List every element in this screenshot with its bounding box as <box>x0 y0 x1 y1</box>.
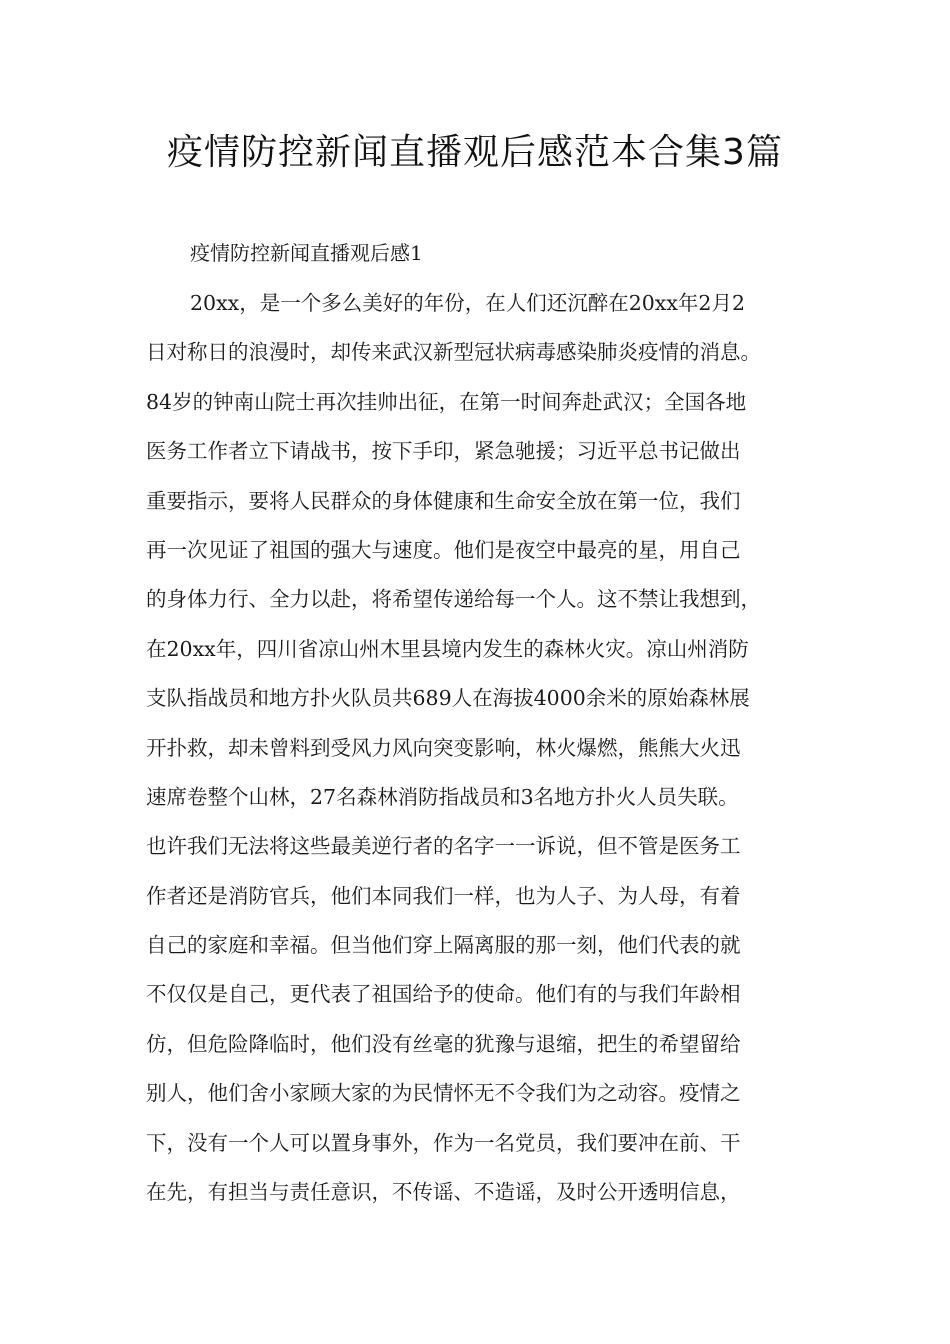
body-line: 的身体力行、全力以赴，将希望传递给每一个人。这不禁让我想到， <box>146 587 761 612</box>
body-line: 重要指示，要将人民群众的身体健康和生命安全放在第一位，我们 <box>146 488 741 513</box>
body-line: 医务工作者立下请战书，按下手印，紧急驰援；习近平总书记做出 <box>146 439 741 464</box>
body-line: 在20xx年，四川省凉山州木里县境内发生的森林火灾。凉山州消防 <box>146 636 749 661</box>
body-line: 作者还是消防官兵，他们本同我们一样，也为人子、为人母，有着 <box>146 883 741 908</box>
document-title: 疫情防控新闻直播观后感范本合集3篇 <box>167 132 783 173</box>
body-line: 别人，他们舍小家顾大家的为民情怀无不令我们为之动容。疫情之 <box>146 1081 741 1106</box>
body-line: 也许我们无法将这些最美逆行者的名字一一诉说，但不管是医务工 <box>146 834 741 859</box>
section-heading: 疫情防控新闻直播观后感1 <box>190 241 423 265</box>
body-line: 84岁的钟南山院士再次挂帅出征，在第一时间奔赴武汉；全国各地 <box>146 389 747 414</box>
body-line: 自己的家庭和幸福。但当他们穿上隔离服的那一刻，他们代表的就 <box>146 933 741 958</box>
body-text <box>146 286 826 1224</box>
body-line: 开扑救，却未曾料到受风力风向突变影响，林火爆燃，熊熊大火迅 <box>146 735 741 760</box>
body-line: 支队指战员和地方扑火队员共689人在海拔4000余米的原始森林展 <box>146 686 750 711</box>
body-line: 不仅仅是自己，更代表了祖国给予的使命。他们有的与我们年龄相 <box>146 982 741 1007</box>
body-line: 在先，有担当与责任意识，不传谣、不造谣，及时公开透明信息， <box>146 1180 741 1205</box>
body-line: 20xx，是一个多么美好的年份，在人们还沉醉在20xx年2月2 <box>190 291 746 315</box>
body-line: 下，没有一个人可以置身事外，作为一名党员，我们要冲在前、干 <box>146 1130 741 1155</box>
body-line: 速席卷整个山林，27名森林消防指战员和3名地方扑火人员失联。 <box>146 784 739 809</box>
body-line: 仿，但危险降临时，他们没有丝毫的犹豫与退缩，把生的希望留给 <box>146 1031 741 1056</box>
body-line: 再一次见证了祖国的强大与速度。他们是夜空中最亮的星，用自己 <box>146 537 741 562</box>
body-line: 日对称日的浪漫时，却传来武汉新型冠状病毒感染肺炎疫情的消息。 <box>146 340 761 365</box>
